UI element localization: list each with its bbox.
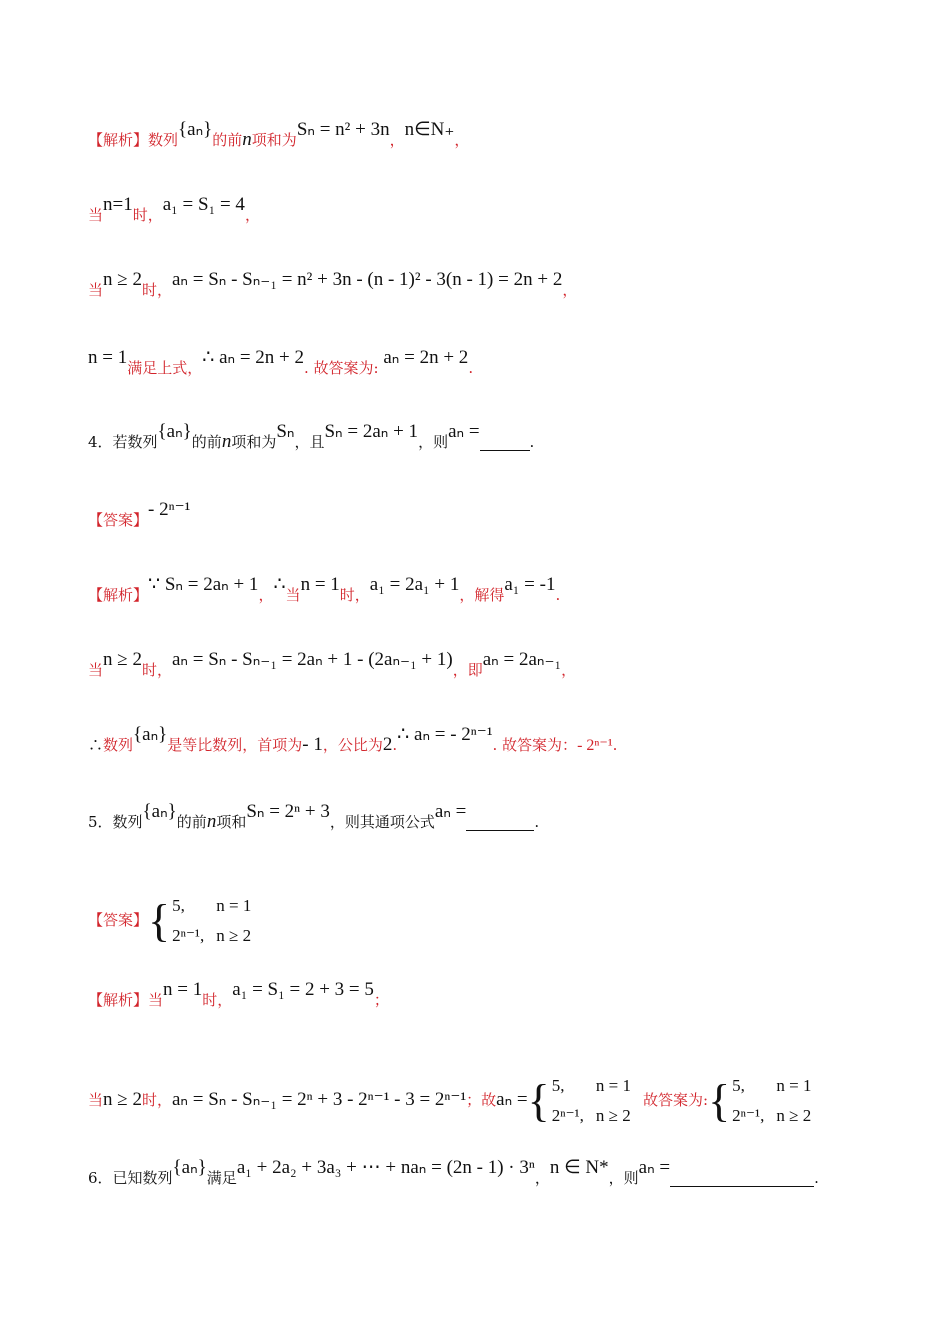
answer-blank bbox=[466, 815, 534, 831]
math-expression: n ≥ 2 bbox=[103, 649, 142, 670]
question-text: ，则其通项公式 bbox=[329, 813, 435, 831]
annotation-text: ， bbox=[454, 131, 470, 149]
math-expression: {aₙ} bbox=[142, 801, 177, 822]
math-expression: a₁ = S₁ = 4 bbox=[162, 194, 245, 215]
math-expression: aₙ = bbox=[448, 421, 480, 442]
text-line bbox=[88, 801, 540, 832]
annotation-text: 时， bbox=[202, 991, 233, 1009]
case-cell: n ≥ 2 bbox=[776, 1106, 812, 1125]
annotation-text: ， bbox=[561, 661, 577, 679]
question-text: 4．若数列 bbox=[88, 433, 158, 451]
annotation-text: 当 bbox=[285, 586, 301, 604]
math-expression: n ≥ 2 bbox=[103, 269, 142, 290]
text-line bbox=[88, 1070, 823, 1132]
math-expression: a₁ = 2a₁ + 1 bbox=[369, 574, 460, 595]
math-expression: aₙ = 2n + 2 bbox=[383, 347, 469, 368]
annotation-text: 时， bbox=[141, 661, 172, 679]
text-line bbox=[88, 724, 618, 755]
annotation-text: . bbox=[612, 736, 618, 754]
question-text: ，则 bbox=[608, 1169, 639, 1187]
question-text: 项和为 bbox=[231, 433, 277, 451]
annotation-text: 的前 bbox=[212, 131, 243, 149]
math-expression: n = 1 bbox=[300, 574, 340, 595]
annotation-text: 满足上式， bbox=[127, 359, 203, 377]
annotation-text: 【解析】 bbox=[88, 991, 149, 1009]
math-expression: {aₙ} bbox=[178, 119, 213, 140]
math-expression: aₙ = bbox=[496, 1089, 528, 1110]
question-text: 5．数列 bbox=[88, 813, 143, 831]
annotation-text: . bbox=[555, 586, 561, 604]
math-expression: {aₙ} bbox=[172, 1157, 207, 1178]
case-cell: 5, bbox=[551, 1076, 565, 1095]
math-expression: {aₙ} bbox=[157, 421, 192, 442]
math-expression: aₙ = Sₙ - Sₙ₋₁ = 2aₙ + 1 - (2aₙ₋₁ + 1) bbox=[171, 649, 453, 670]
case-cell: n = 1 bbox=[216, 896, 252, 915]
annotation-text: . 故答案为: bbox=[304, 359, 384, 377]
annotation-text: 当 bbox=[88, 206, 104, 224]
text-line bbox=[88, 194, 260, 224]
question-text: ，则 bbox=[418, 433, 449, 451]
text-line bbox=[88, 649, 577, 679]
question-text: ，且 bbox=[294, 433, 325, 451]
case-cell: n = 1 bbox=[776, 1076, 812, 1095]
text-line bbox=[88, 269, 578, 299]
text-line bbox=[88, 499, 191, 529]
annotation-text: 当 bbox=[88, 281, 104, 299]
math-expression: a₁ + 2a₂ + 3a₃ + ⋯ + naₙ = (2n - 1) · 3ⁿ bbox=[236, 1157, 535, 1178]
annotation-text: ， bbox=[562, 281, 578, 299]
text-line bbox=[88, 979, 389, 1009]
annotation-text: 时， bbox=[132, 206, 163, 224]
math-variable: n bbox=[221, 431, 232, 452]
question-text: 满足 bbox=[206, 1169, 237, 1187]
annotation-text: ， bbox=[244, 206, 260, 224]
annotation-text: 数列 bbox=[148, 131, 179, 149]
math-expression: Sₙ = n² + 3n bbox=[296, 119, 390, 140]
piecewise-formula: { 5, n = 1 2ⁿ⁻¹, n ≥ 2 bbox=[148, 890, 263, 952]
math-expression: Sₙ = 2aₙ + 1 bbox=[324, 421, 419, 442]
math-expression: - 1 bbox=[302, 734, 323, 755]
annotation-text: ， bbox=[258, 586, 274, 604]
math-expression: {aₙ} bbox=[133, 724, 168, 745]
annotation-text: ； bbox=[373, 991, 389, 1009]
piecewise-formula: { 5, n = 1 2ⁿ⁻¹, n ≥ 2 bbox=[708, 1070, 823, 1132]
math-expression: Sₙ = 2ⁿ + 3 bbox=[246, 801, 330, 822]
annotation-text: . 故答案为： bbox=[492, 736, 578, 754]
question-text: . bbox=[529, 433, 535, 451]
math-expression: aₙ = bbox=[434, 801, 467, 822]
math-expression: a₁ = -1 bbox=[504, 574, 556, 595]
math-expression: n ∈ N* bbox=[549, 1157, 609, 1178]
case-cell: n ≥ 2 bbox=[595, 1106, 631, 1125]
annotation-text: 时， bbox=[339, 586, 370, 604]
answer-expression: - 2ⁿ⁻¹ bbox=[148, 499, 191, 520]
case-cell: n ≥ 2 bbox=[216, 926, 252, 945]
annotation-text: ， bbox=[389, 131, 405, 149]
math-expression: n ≥ 2 bbox=[103, 1089, 142, 1110]
annotation-text: 【解析】 bbox=[88, 586, 149, 604]
math-expression: aₙ = 2aₙ₋₁ bbox=[482, 649, 562, 670]
case-cell: 2ⁿ⁻¹, bbox=[732, 1106, 765, 1125]
case-cell: 2ⁿ⁻¹, bbox=[172, 926, 205, 945]
math-expression: aₙ = Sₙ - Sₙ₋₁ = 2ⁿ + 3 - 2ⁿ⁻¹ - 3 = 2ⁿ⁻¹ bbox=[171, 1089, 467, 1110]
annotation-text: 数列 bbox=[103, 736, 134, 754]
annotation-text: ；故 bbox=[466, 1091, 497, 1109]
annotation-text: 【答案】 bbox=[88, 911, 149, 929]
annotation-text: 【解析】 bbox=[88, 131, 149, 149]
text-line bbox=[88, 574, 561, 604]
answer-expression: - 2ⁿ⁻¹ bbox=[577, 737, 613, 754]
annotation-text: 故答案为: bbox=[643, 1091, 709, 1109]
text-line bbox=[88, 1157, 819, 1187]
annotation-text: 【答案】 bbox=[88, 511, 149, 529]
annotation-text: ，公比为 bbox=[322, 736, 383, 754]
question-text: 的前 bbox=[176, 813, 207, 831]
question-text: 项和 bbox=[216, 813, 247, 831]
math-expression: aₙ = bbox=[638, 1157, 671, 1178]
question-text: ， bbox=[534, 1169, 550, 1187]
text-line bbox=[88, 890, 263, 952]
math-expression: ∵ Sₙ = 2aₙ + 1 bbox=[148, 574, 259, 595]
math-expression: ∴ aₙ = 2n + 2 bbox=[202, 347, 305, 368]
annotation-text: 当 bbox=[148, 991, 164, 1009]
answer-blank bbox=[670, 1171, 814, 1187]
math-expression: ∴ bbox=[273, 574, 286, 595]
annotation-text: . bbox=[468, 359, 474, 377]
question-text: . bbox=[814, 1169, 819, 1187]
math-expression: n=1 bbox=[103, 194, 133, 215]
math-expression: aₙ = Sₙ - Sₙ₋₁ = n² + 3n - (n - 1)² - 3(n - 1) = 2n + 2 bbox=[171, 269, 563, 290]
case-cell: n = 1 bbox=[595, 1076, 632, 1095]
annotation-text: 时， bbox=[141, 281, 172, 299]
text-line bbox=[88, 421, 535, 452]
text-line bbox=[88, 347, 474, 377]
annotation-text: . bbox=[392, 736, 398, 754]
case-cell: 5, bbox=[732, 1076, 745, 1095]
math-variable: n bbox=[242, 129, 252, 150]
question-text: 的前 bbox=[191, 433, 222, 451]
math-expression: n = 1 bbox=[88, 347, 128, 368]
math-expression: ∴ aₙ = - 2ⁿ⁻¹ bbox=[397, 724, 493, 745]
question-text: 6．已知数列 bbox=[88, 1169, 173, 1187]
case-cell: 2ⁿ⁻¹, bbox=[551, 1106, 584, 1125]
math-expression: a₁ = S₁ = 2 + 3 = 5 bbox=[232, 979, 374, 1000]
math-variable: n bbox=[206, 811, 217, 832]
text-line bbox=[88, 119, 470, 150]
annotation-text: 当 bbox=[88, 661, 104, 679]
annotation-text: ，解得 bbox=[459, 586, 505, 604]
math-expression: n = 1 bbox=[163, 979, 203, 1000]
annotation-text: 是等比数列，首项为 bbox=[167, 736, 303, 754]
math-expression: n∈N₊ bbox=[404, 119, 455, 140]
question-text: . bbox=[534, 813, 540, 831]
annotation-text: ，即 bbox=[452, 661, 483, 679]
question-text: ∴ bbox=[88, 736, 104, 754]
math-expression: 2 bbox=[382, 734, 393, 755]
piecewise-formula: { 5, n = 1 2ⁿ⁻¹, n ≥ 2 bbox=[528, 1070, 643, 1132]
math-expression: Sₙ bbox=[276, 421, 295, 442]
annotation-text: 项和为 bbox=[251, 131, 297, 149]
annotation-text: 时， bbox=[141, 1091, 172, 1109]
answer-blank bbox=[480, 435, 530, 451]
annotation-text: 当 bbox=[88, 1091, 104, 1109]
case-cell: 5, bbox=[172, 896, 185, 915]
